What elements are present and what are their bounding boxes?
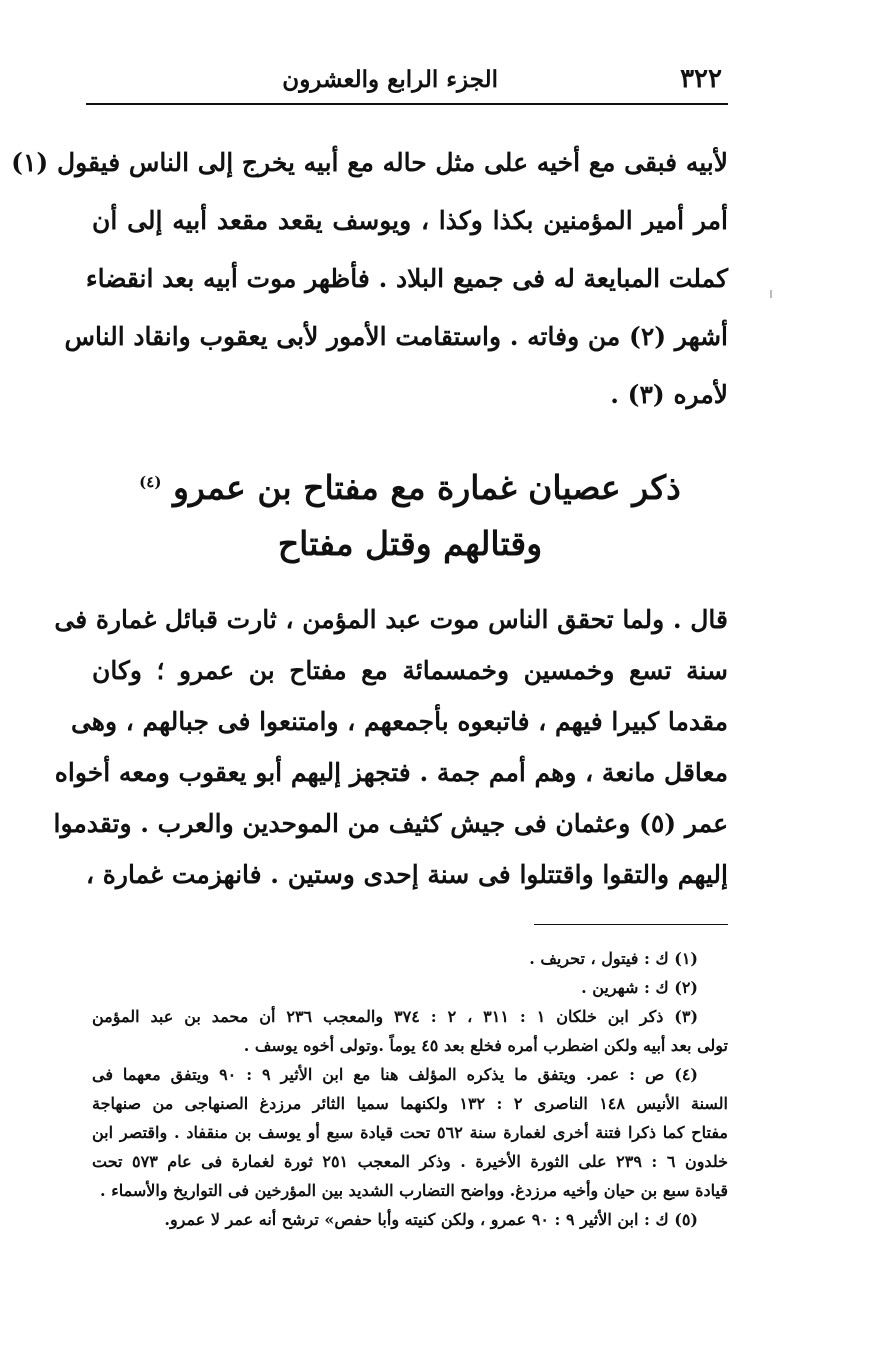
header-rule [86,103,728,105]
text-line: لأبيه فبقى مع أخيه على مثل حاله مع أبيه يخرج إلى الناس فيقول (١) [11,148,728,177]
footnote-1: (١) ك : فيتول ، تحريف . [529,949,698,968]
footnote-3-cont: تولى بعد أبيه ولكن اضطرب أمره فخلع بعد ٤٥ يوماً .وتولى أخوه يوسف . [243,1036,728,1055]
footnote-reference: (٤) [139,473,162,491]
footnote-4: (٤) ص : عمر. ويتفق ما يذكره المؤلف هنا مع ابن الأثير ٩ : ٩٠ ويتفق معهما فى [92,1065,698,1084]
text-line: كملت المبايعة له فى جميع البلاد . فأظهر موت أبيه بعد انقضاء [85,264,728,293]
footnote-4-cont: مفتاح كما ذكرا فتنة أخرى لغمارة سنة ٥٦٢ تحت قيادة سبع أو يوسف بن منقفاد . واقتصر ابن [92,1123,728,1142]
text-line: أمر أمير المؤمنين بكذا وكذا ، ويوسف يقعد مقعد أبيه إلى أن [92,206,728,235]
footnote-3: (٣) ذكر ابن خلكان ١ : ٣١١ ، ٢ : ٣٧٤ والمعجب ٢٣٦ أن محمد بن عبد المؤمن [92,1007,699,1026]
margin-mark [770,290,772,298]
footnote-4-cont: خلدون ٦ : ٢٣٩ على الثورة الأخيرة . وذكر المعجب ٢٥١ ثورة لغمارة فى عام ٥٧٣ تحت [92,1152,729,1171]
paragraph-1 [11,134,728,424]
page-number: ٣٢٢ [680,64,722,94]
text-line: أشهر (٢) من وفاته . واستقامت الأمور لأبى يعقوب وانقاد الناس [64,322,728,351]
text-line: سنة تسع وخمسين وخمسمائة مع مفتاح بن عمرو ؛ وكان [92,656,728,685]
footnote-4-cont: السنة الأنيس ١٤٨ الناصرى ٢ : ١٣٢ ولكنهما سميا الثائر مرزدغ الصنهاجى من صنهاجة [92,1094,729,1113]
text-line: قال . ولما تحقق الناس موت عبد المؤمن ، ثارت قبائل غمارة فى [54,605,728,634]
paragraph-2 [53,594,728,900]
footnotes [92,944,728,1234]
footnote-2: (٢) ك : شهرين . [581,978,698,997]
text-line: مقدما كبيرا فيهم ، فاتبعوه بأجمعهم ، وامتنعوا فى جبالهم ، وهى [70,707,728,736]
running-title: الجزء الرابع والعشرون [282,66,498,93]
section-heading [92,454,728,572]
footnote-4-cont: قيادة سبع بن حيان وأخيه مرزدغ. وواضح التضارب الشديد بين المؤرخين فى التواريخ والأسماء . [100,1181,728,1200]
heading-text: ذكر عصيان غمارة مع مفتاح بن عمرو [172,468,681,507]
text-line: لأمره (٣) . [610,380,728,409]
page-header [88,58,728,102]
heading-line-2: وقتالهم وقتل مفتاح [277,524,543,563]
heading-line-1 [92,454,728,516]
footnote-rule [534,924,728,925]
text-line: معاقل مانعة ، وهم أمم جمة . فتجهز إليهم أبو يعقوب ومعه أخواه [54,758,728,787]
text-line: عمر (٥) وعثمان فى جيش كثيف من الموحدين والعرب . وتقدموا [53,809,728,838]
footnote-5: (٥) ك : ابن الأثير ٩ : ٩٠ عمرو ، ولكن كنيته وأبا حفص» ترشح أنه عمر لا عمرو. [164,1210,698,1229]
text-line: إليهم والتقوا واقتتلوا فى سنة إحدى وستين . فانهزمت غمارة ، [86,860,728,889]
